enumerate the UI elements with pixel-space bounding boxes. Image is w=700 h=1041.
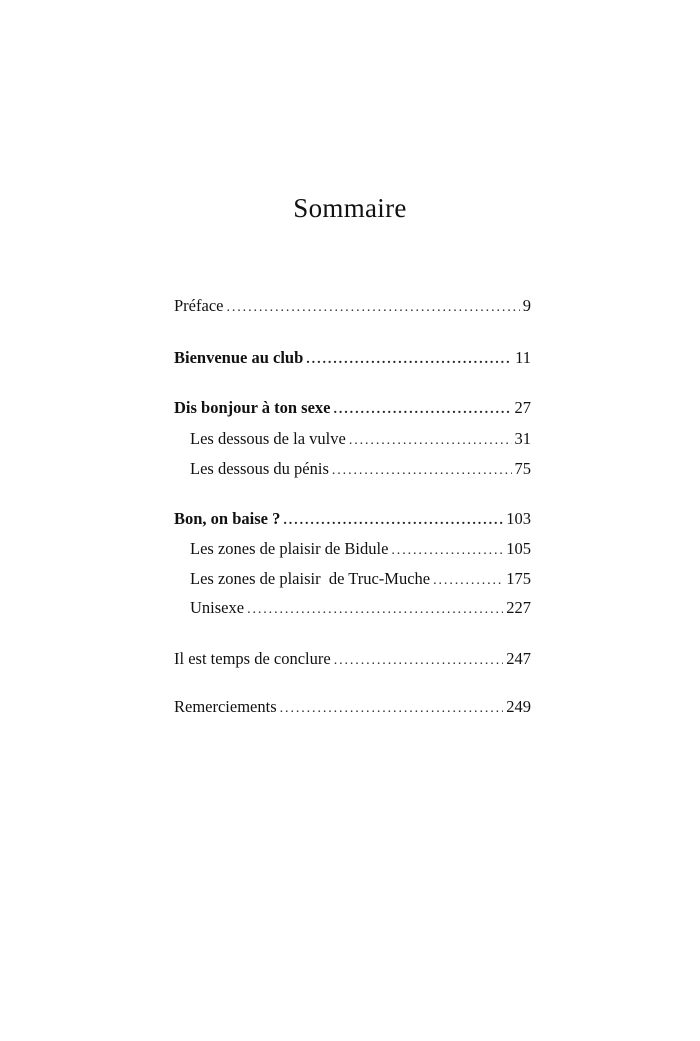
toc-entry-bidule[interactable] — [190, 539, 531, 561]
page-title: Sommaire — [293, 193, 407, 223]
toc-entry-truc-muche[interactable] — [190, 569, 531, 591]
dot-leader — [226, 298, 519, 318]
dot-leader — [283, 511, 503, 531]
toc-entry-page: 175 — [506, 569, 531, 588]
toc-entry-label: Il est temps de conclure — [174, 649, 331, 668]
toc-entry-page: 75 — [514, 459, 531, 478]
dot-leader — [334, 651, 504, 671]
dot-leader — [306, 350, 512, 370]
toc-entry-page: 105 — [506, 539, 531, 558]
toc-entry-label: Les zones de plaisir de Truc-Muche — [190, 569, 431, 588]
toc-entry-label: Dis bonjour à ton sexe — [174, 398, 331, 417]
toc-entry-vulve[interactable] — [190, 429, 531, 451]
toc-entry-label: Les zones de plaisir de Bidule — [190, 539, 389, 558]
toc-entry-unisexe[interactable] — [190, 598, 531, 620]
toc-entry-page: 227 — [506, 598, 531, 617]
toc-entry-page: 11 — [515, 348, 531, 367]
dot-leader — [280, 699, 504, 719]
dot-leader — [433, 571, 503, 591]
toc-entry-page: 103 — [506, 509, 531, 528]
toc-entry-page: 247 — [506, 649, 531, 668]
toc-entry-label: Les dessous de la vulve — [190, 429, 346, 448]
dot-leader — [349, 431, 512, 451]
toc-entry-label: Les dessous du pénis — [190, 459, 329, 478]
toc-entry-preface[interactable] — [174, 296, 531, 318]
dot-leader — [332, 461, 512, 481]
toc-entry-conclure[interactable] — [174, 649, 531, 671]
toc-entry-penis[interactable] — [190, 459, 531, 481]
toc-entry-label: Remerciements — [174, 697, 277, 716]
toc-entry-label: Préface — [174, 296, 224, 315]
toc-entry-label: Unisexe — [190, 598, 245, 617]
dot-leader — [391, 541, 503, 561]
dot-leader — [333, 400, 511, 420]
toc-entry-label: Bienvenue au club — [174, 348, 304, 367]
dot-leader — [247, 600, 503, 620]
toc-entry-page: 31 — [514, 429, 531, 448]
toc-entry-bon-on-baise[interactable] — [174, 509, 531, 531]
toc-entry-dis-bonjour[interactable] — [174, 398, 531, 420]
toc-entry-label: Bon, on baise ? — [174, 509, 281, 528]
toc-entry-bienvenue[interactable] — [174, 348, 531, 370]
toc-entry-page: 9 — [522, 296, 531, 315]
toc-entry-page: 27 — [514, 398, 531, 417]
toc-entry-page: 249 — [506, 697, 531, 716]
toc-entry-remerciements[interactable] — [174, 697, 531, 719]
